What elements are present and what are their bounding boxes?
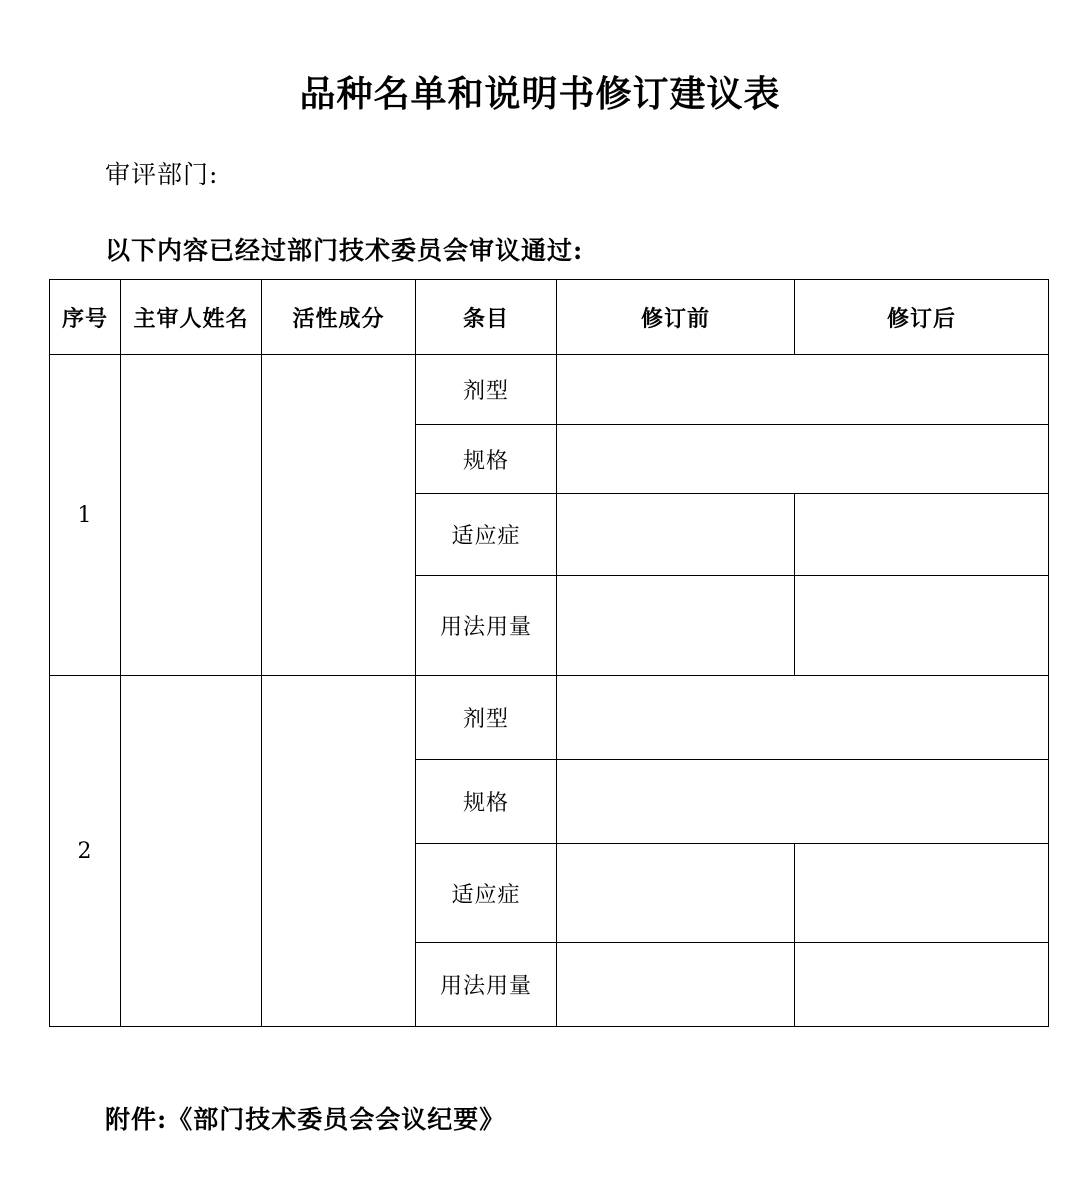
group-1-item-indication: 适应症 (416, 494, 557, 576)
group-2-dosage-form-value[interactable] (557, 676, 1049, 760)
table-row (50, 355, 1049, 425)
group-1-number: 1 (50, 355, 121, 676)
group-2-number: 2 (50, 676, 121, 1027)
group-2-item-dosage-form: 剂型 (416, 676, 557, 760)
header-active-ingredient: 活性成分 (262, 280, 416, 355)
group-1-indication-before[interactable] (557, 494, 795, 576)
group-2-item-indication: 适应症 (416, 844, 557, 943)
document-title: 品种名单和说明书修订建议表 (299, 73, 781, 115)
group-1-item-specification: 规格 (416, 425, 557, 494)
group-1-item-dosage: 用法用量 (416, 576, 557, 676)
group-2-item-dosage: 用法用量 (416, 943, 557, 1027)
header-serial-number: 序号 (50, 280, 121, 355)
group-1-item-dosage-form: 剂型 (416, 355, 557, 425)
group-2-indication-before[interactable] (557, 844, 795, 943)
header-before-revision: 修订前 (557, 280, 795, 355)
group-1-ingredient-cell[interactable] (262, 355, 416, 676)
group-1-specification-value[interactable] (557, 425, 1049, 494)
attachment-note: 附件:《部门技术委员会会议纪要》 (105, 1105, 506, 1134)
group-1-dosage-form-value[interactable] (557, 355, 1049, 425)
group-2-ingredient-cell[interactable] (262, 676, 416, 1027)
group-2-dosage-before[interactable] (557, 943, 795, 1027)
group-2-item-specification: 规格 (416, 760, 557, 844)
group-2-indication-after[interactable] (795, 844, 1049, 943)
group-1-dosage-before[interactable] (557, 576, 795, 676)
passed-statement: 以下内容已经过部门技术委员会审议通过: (105, 236, 584, 265)
header-item: 条目 (416, 280, 557, 355)
group-1-dosage-after[interactable] (795, 576, 1049, 676)
header-reviewer-name: 主审人姓名 (121, 280, 262, 355)
revision-table (49, 279, 1049, 1027)
group-2-specification-value[interactable] (557, 760, 1049, 844)
table-row (50, 676, 1049, 760)
header-after-revision: 修订后 (795, 280, 1049, 355)
group-2-dosage-after[interactable] (795, 943, 1049, 1027)
group-1-reviewer-cell[interactable] (121, 355, 262, 676)
group-1-indication-after[interactable] (795, 494, 1049, 576)
department-label: 审评部门: (105, 160, 219, 189)
group-2-reviewer-cell[interactable] (121, 676, 262, 1027)
table-header-row (50, 280, 1049, 355)
